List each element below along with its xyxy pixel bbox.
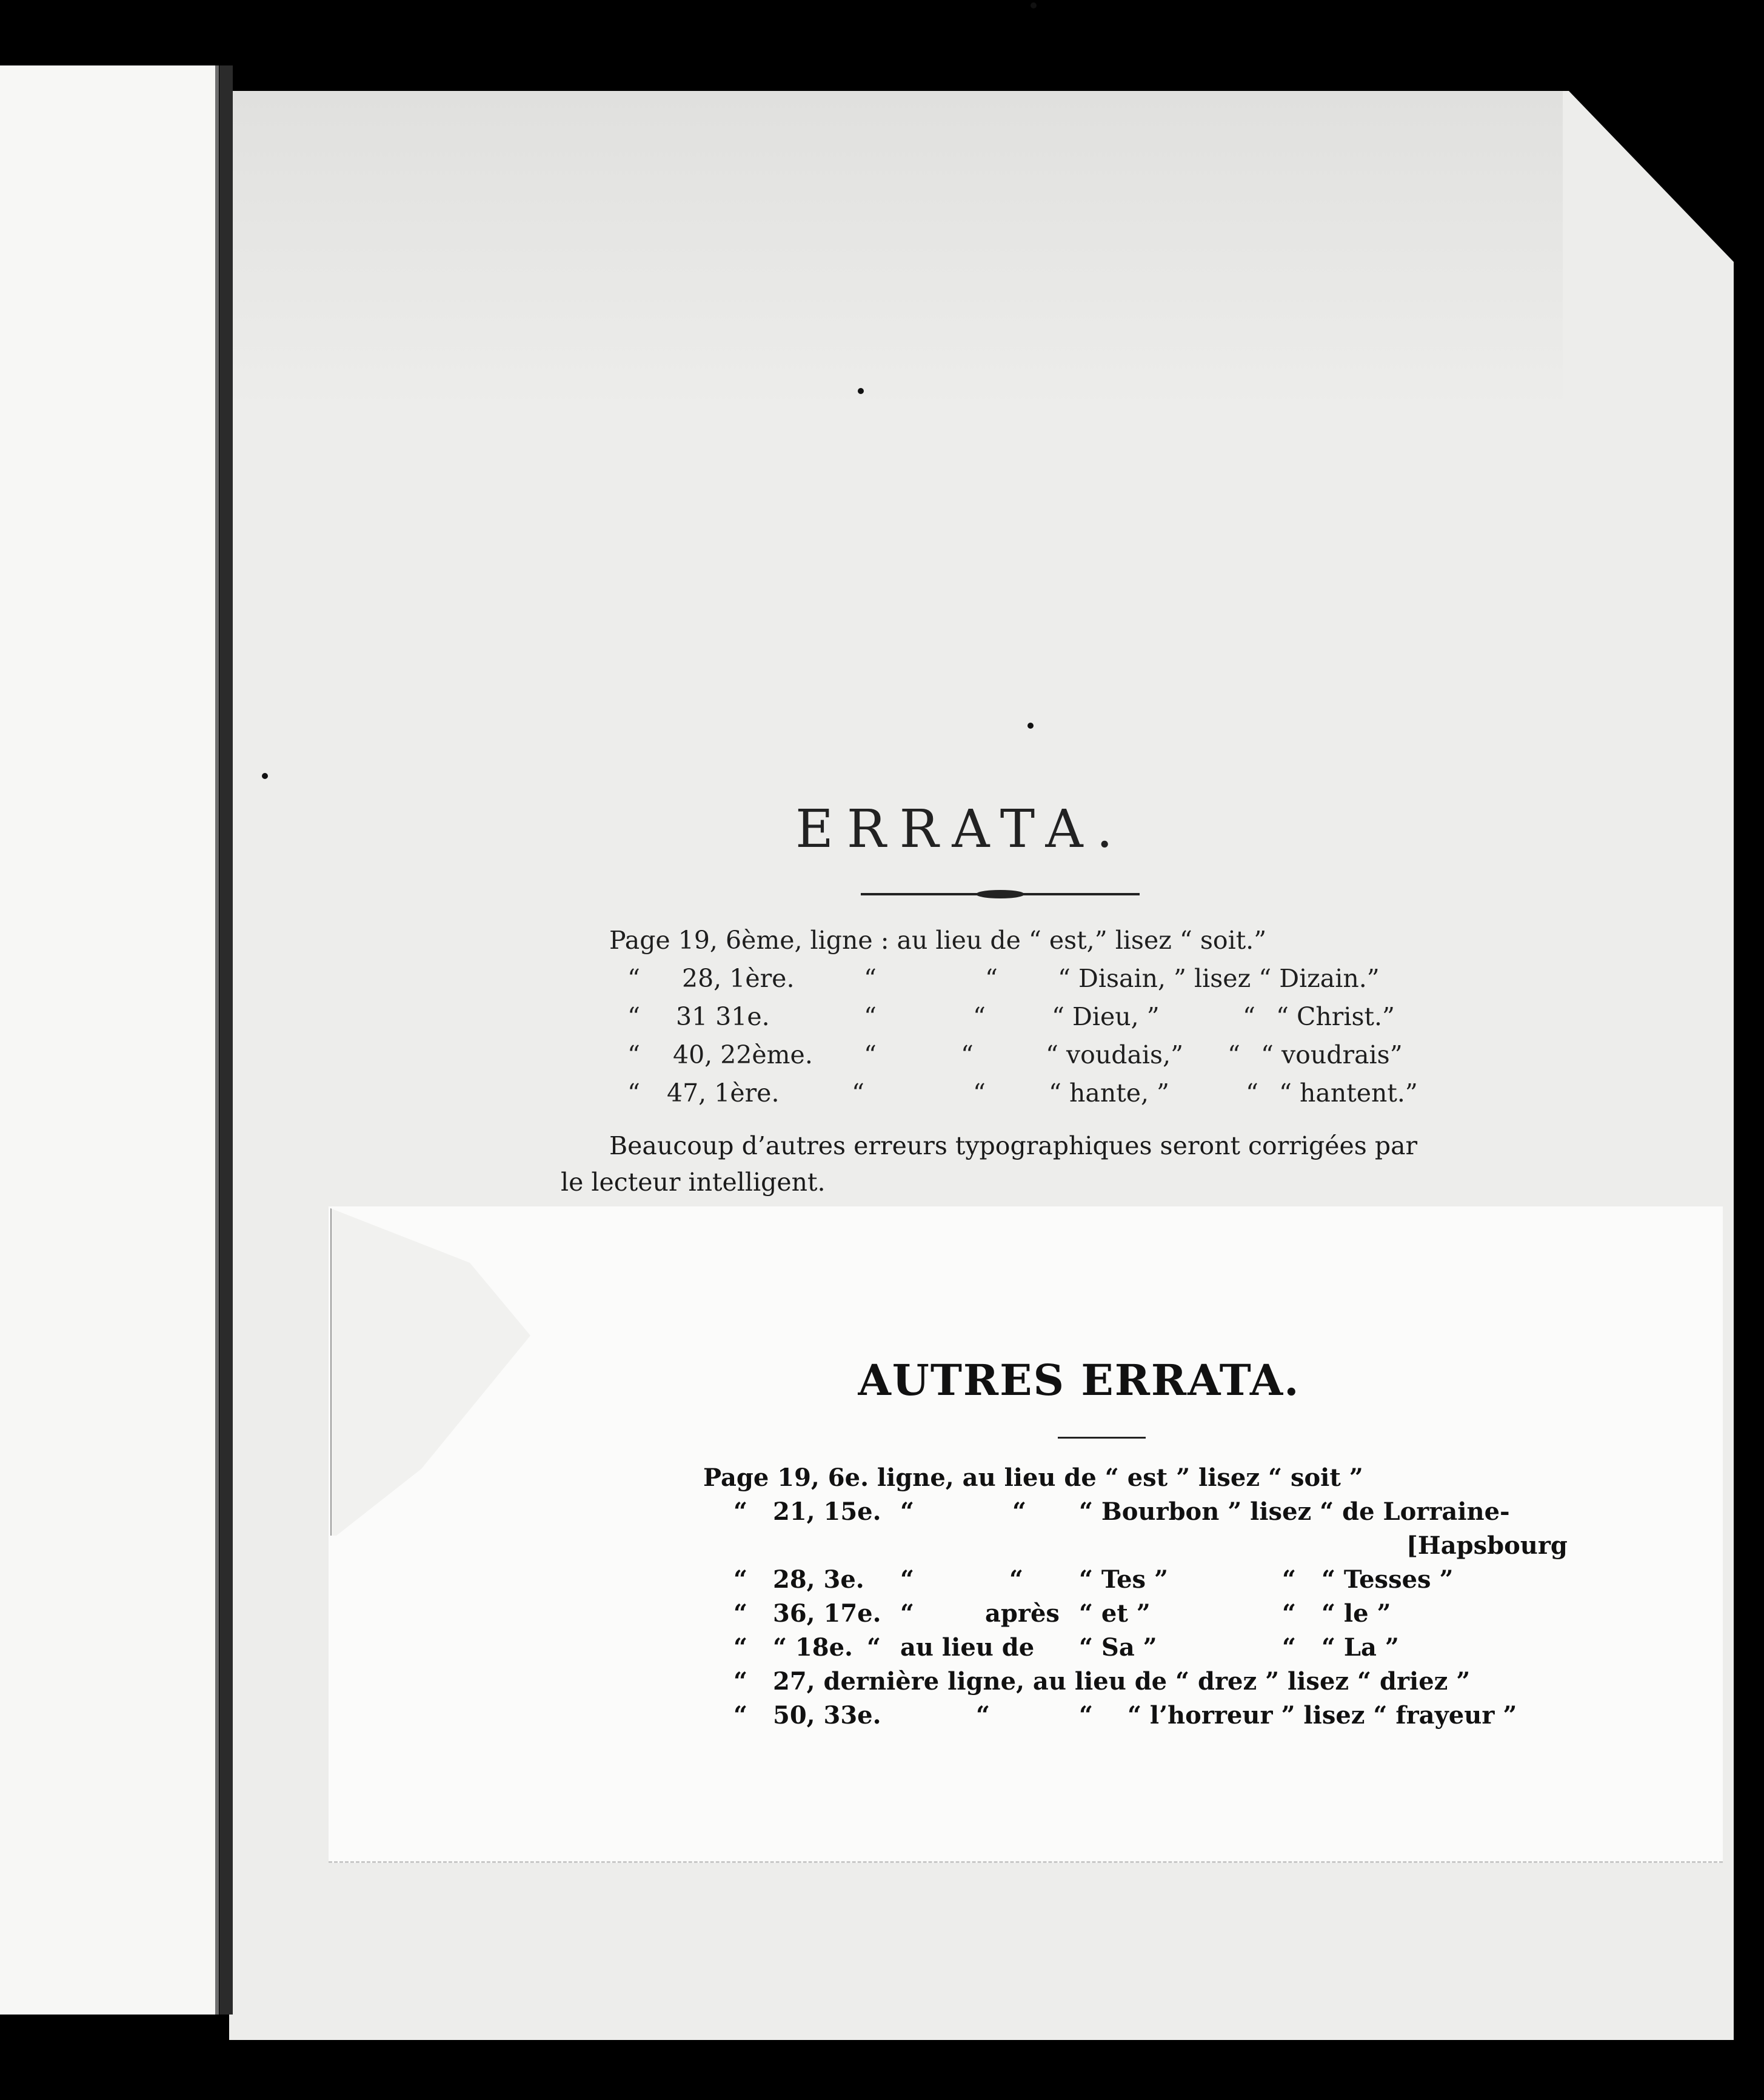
autres-errata-cell: “ <box>867 1633 881 1662</box>
ink-speck <box>1031 2 1037 8</box>
autres-errata-row <box>691 1665 1540 1699</box>
short-rule <box>1058 1437 1146 1439</box>
errata-cell: Page 19, 6ème, ligne : au lieu de “ est,” lisez “ soit.” <box>609 926 1267 955</box>
errata-cell: “ Christ.” <box>1276 1002 1395 1031</box>
autres-errata-cell: “ 18e. <box>773 1633 853 1662</box>
errata-cell: 40, 22ème. <box>673 1040 813 1069</box>
errata-note-line: le lecteur intelligent. <box>561 1168 826 1197</box>
autres-errata-cell: [Hapsbourg <box>1406 1531 1568 1560</box>
errata-note-line: Beaucoup d’autres erreurs typographiques seront corrigées par <box>609 1131 1418 1160</box>
errata-row <box>609 1074 1458 1112</box>
autres-errata-cell: “ <box>900 1565 915 1594</box>
errata-row <box>609 921 1458 960</box>
errata-cell: “ <box>1228 1040 1240 1069</box>
autres-errata-cell: après <box>985 1599 1060 1628</box>
autres-errata-cell: “ <box>1282 1599 1297 1628</box>
errata-cell: 47, 1ère. <box>667 1078 780 1108</box>
errata-note <box>561 1128 1458 1200</box>
autres-errata-cell: “ <box>1282 1565 1297 1594</box>
errata-cell: “ <box>973 1002 986 1031</box>
autres-errata-cell: “ <box>733 1633 748 1662</box>
errata-cell: “ <box>1246 1078 1258 1108</box>
errata-cell: “ <box>985 964 998 993</box>
autres-errata-cell: “ <box>1079 1701 1094 1730</box>
errata-cell: “ <box>973 1078 986 1108</box>
autres-errata-row <box>691 1631 1540 1665</box>
autres-errata-cell: 36, 17e. <box>773 1599 881 1628</box>
autres-errata-row <box>691 1597 1540 1631</box>
autres-errata-cell: “ <box>1012 1497 1027 1526</box>
autres-errata-cell: “ <box>1009 1565 1024 1594</box>
autres-errata-cell: “ La ” <box>1321 1633 1399 1662</box>
autres-errata-list <box>691 1461 1568 1733</box>
autres-errata-cell: “ l’horreur ” lisez “ frayeur ” <box>1128 1701 1517 1730</box>
autres-errata-cell: “ <box>900 1497 915 1526</box>
autres-errata-cell: “ <box>976 1701 991 1730</box>
autres-errata-cell: “ Tesses ” <box>1321 1565 1454 1594</box>
autres-errata-row <box>691 1563 1540 1597</box>
autres-errata-cell: “ <box>733 1701 748 1730</box>
autres-errata-cell: au lieu de <box>900 1633 1035 1662</box>
book-spine <box>219 65 233 2015</box>
errata-cell: “ hante, ” <box>1049 1078 1170 1108</box>
errata-title: ERRATA. <box>795 799 1126 860</box>
autres-errata-cell: 27, dernière ligne, au lieu de “ drez ” lisez “ driez ” <box>773 1667 1471 1696</box>
autres-errata-row <box>691 1699 1540 1733</box>
autres-errata-cell: 28, 3e. <box>773 1565 864 1594</box>
autres-errata-cell: “ <box>733 1599 748 1628</box>
errata-cell: “ voudrais” <box>1261 1040 1403 1069</box>
autres-errata-cell: “ Bourbon ” lisez “ de Lorraine- <box>1079 1497 1510 1526</box>
autres-errata-cell: “ <box>900 1599 915 1628</box>
autres-errata-cell: 50, 33e. <box>773 1701 881 1730</box>
autres-errata-cell: “ le ” <box>1321 1599 1391 1628</box>
errata-cell: “ voudais,” <box>1046 1040 1184 1069</box>
autres-errata-cell: “ et ” <box>1079 1599 1151 1628</box>
errata-cell: “ Dieu, ” <box>1052 1002 1160 1031</box>
errata-cell: “ <box>627 1002 640 1031</box>
autres-errata-row <box>691 1461 1540 1495</box>
errata-cell: 28, 1ère. <box>682 964 795 993</box>
autres-errata-row <box>691 1529 1568 1563</box>
errata-cell: “ <box>864 1040 877 1069</box>
autres-errata-cell: “ <box>733 1667 748 1696</box>
autres-errata-cell: 21, 15e. <box>773 1497 881 1526</box>
errata-list <box>609 921 1458 1112</box>
autres-errata-cell: “ <box>1282 1633 1297 1662</box>
autres-errata-cell: “ <box>733 1565 748 1594</box>
autres-errata-cell: “ Sa ” <box>1079 1633 1157 1662</box>
errata-cell: “ <box>627 1078 640 1108</box>
errata-cell: “ <box>852 1078 864 1108</box>
ink-speck <box>262 773 268 779</box>
left-page-edge <box>0 65 219 2015</box>
errata-cell: 31 31e. <box>676 1002 770 1031</box>
autres-errata-row <box>691 1495 1540 1529</box>
ornamental-rule <box>861 893 1140 895</box>
errata-row <box>609 998 1458 1036</box>
autres-errata-title: AUTRES ERRATA. <box>858 1355 1300 1405</box>
errata-cell: “ <box>864 1002 877 1031</box>
errata-cell: “ Disain, ” lisez “ Dizain.” <box>1058 964 1380 993</box>
autres-errata-cell: Page 19, 6e. ligne, au lieu de “ est ” lisez “ soit ” <box>703 1463 1363 1492</box>
ink-speck <box>1027 723 1034 729</box>
errata-cell: “ <box>864 964 877 993</box>
errata-row <box>609 1036 1458 1074</box>
errata-cell: “ <box>627 964 640 993</box>
errata-cell: “ <box>627 1040 640 1069</box>
autres-errata-cell: “ <box>733 1497 748 1526</box>
ink-speck <box>858 388 864 394</box>
errata-cell: “ <box>961 1040 974 1069</box>
errata-cell: “ hantent.” <box>1279 1078 1418 1108</box>
autres-errata-cell: “ Tes ” <box>1079 1565 1169 1594</box>
errata-row <box>609 960 1458 998</box>
errata-cell: “ <box>1243 1002 1255 1031</box>
